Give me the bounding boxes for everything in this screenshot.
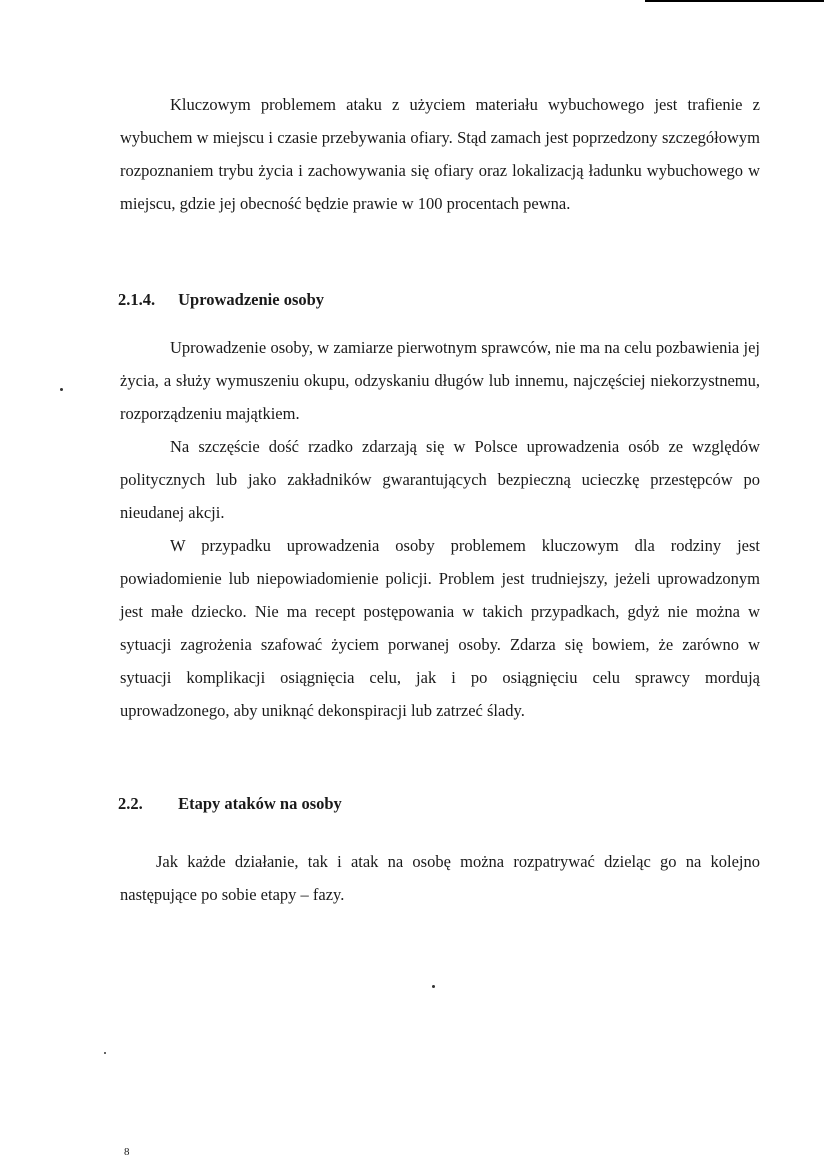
scan-speck xyxy=(104,1052,106,1054)
paragraph-attack-stages: Jak każde działanie, tak i atak na osobę można rozpatrywać dzieląc go na kolejno następujące po sobie etapy – fazy. xyxy=(120,852,760,904)
section-heading-2-1-4 xyxy=(118,290,324,310)
page-number: 8 xyxy=(124,1146,130,1158)
section-2-1-4-body xyxy=(120,331,760,727)
paragraph-explosive: Kluczowym problemem ataku z użyciem materiału wybuchowego jest trafienie z wybuchem w miejscu i czasie przebywania ofiary. Stąd zamach jest poprzedzony szczegółowym rozpoznaniem trybu życia i zachowywania się ofiary oraz lokalizacją ładunku wybuchowego w miejscu, gdzie jej obecność będzie prawie w 100 procentach pewna. xyxy=(120,95,760,213)
scan-edge-line xyxy=(645,0,824,2)
section-2-2-body xyxy=(120,845,760,911)
paragraph-kidnapping-definition: Uprowadzenie osoby, w zamiarze pierwotnym sprawców, nie ma na celu pozbawienia jej życia, a służy wymuszeniu okupu, odzyskaniu długów lub innemu, najczęściej niekorzystnemu, rozporządzeniu majątkiem. xyxy=(120,338,760,423)
section-number: 2.2. xyxy=(118,794,143,813)
scan-speck xyxy=(60,388,63,391)
section-number: 2.1.4. xyxy=(118,290,156,309)
section-title: Etapy ataków na osoby xyxy=(178,794,342,813)
paragraph-kidnapping-police: W przypadku uprowadzenia osoby problemem kluczowym dla rodziny jest powiadomienie lub niepowiadomienie policji. Problem jest trudniejszy, jeżeli uprowadzonym jest małe dziecko. Nie ma recept postępowania w takich przypadkach, gdyż nie można w sytuacji zagrożenia szafować życiem porwanej osoby. Zdarza się bowiem, że zarówno w sytuacji komplikacji osiągnięcia celu, jak i po osiągnięciu celu sprawcy mordują uprowadzonego, aby uniknąć dekonspiracji lub zatrzeć ślady. xyxy=(120,536,760,720)
paragraph-kidnapping-poland: Na szczęście dość rzadko zdarzają się w Polsce uprowadzenia osób ze względów politycznych lub jako zakładników gwarantujących bezpieczną ucieczkę przestępców po nieudanej akcji. xyxy=(120,437,760,522)
section-title: Uprowadzenie osoby xyxy=(178,290,325,309)
intro-block xyxy=(120,88,760,220)
section-heading-2-2 xyxy=(118,794,342,814)
scan-speck xyxy=(432,985,435,988)
